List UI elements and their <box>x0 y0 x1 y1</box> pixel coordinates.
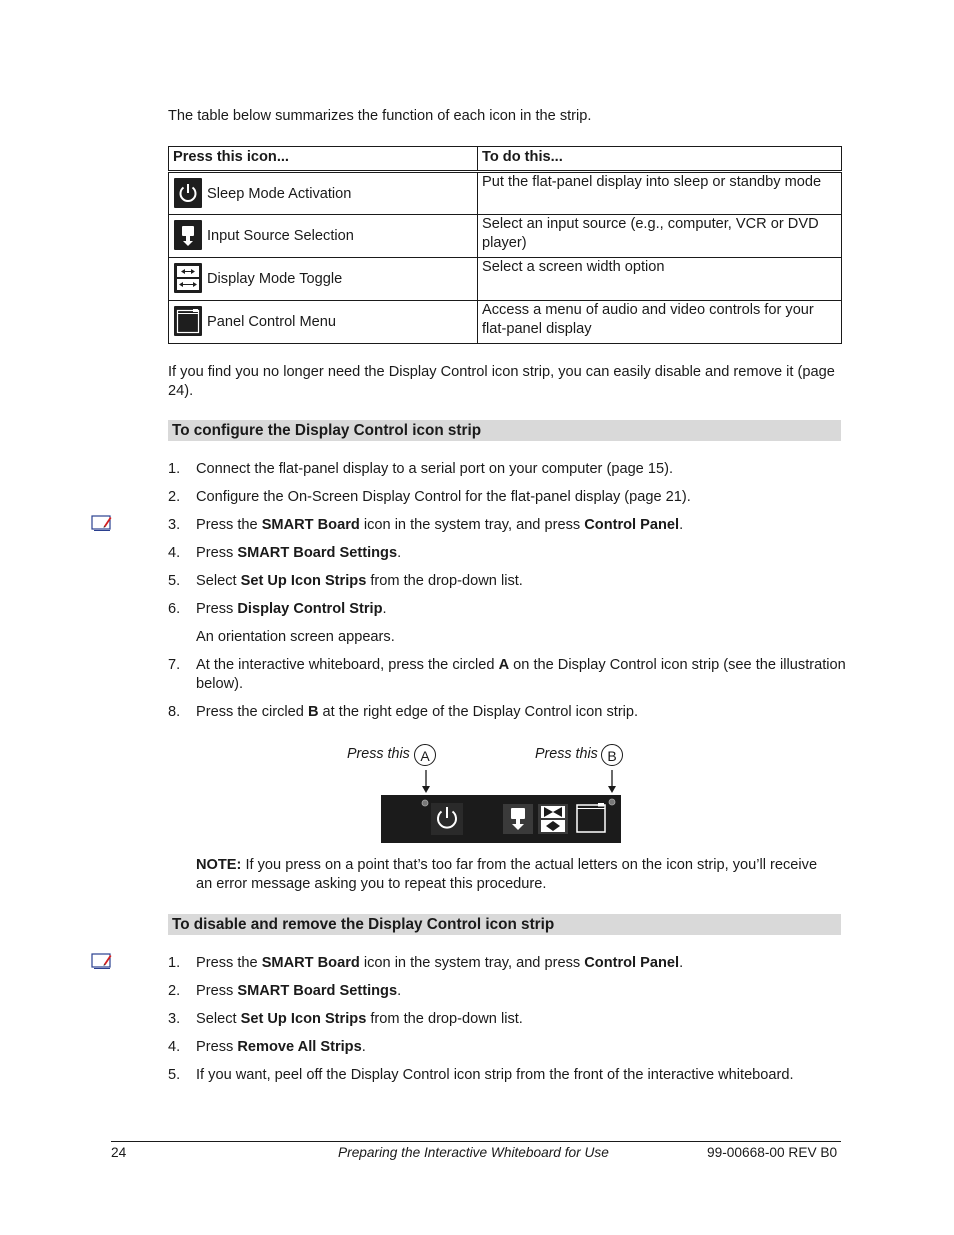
step-text-bold: SMART Board Settings <box>237 983 398 999</box>
step-text-bold: SMART Board Settings <box>237 545 398 561</box>
table-row-desc: Access a menu of audio and video controls for your flat-panel display <box>478 301 842 344</box>
step-number: 4. <box>168 545 181 561</box>
step-text-part: Press <box>196 545 238 561</box>
table-row-label: Input Source Selection <box>207 227 354 244</box>
step-number: 2. <box>168 489 181 505</box>
step-text-part: . <box>397 545 402 561</box>
step-text-part: Select <box>196 1011 241 1027</box>
disable-info-text: If you find you no longer need the Display Control icon strip, you can easily disable and remove it (page 24). <box>168 364 835 399</box>
press-this-label-a: Press this <box>347 746 410 762</box>
step-text-part: Press <box>196 1039 238 1055</box>
step-number: 5. <box>168 573 181 589</box>
step-text-part: . <box>679 517 684 533</box>
step-text <box>196 572 846 591</box>
step-text-bold: SMART Board <box>261 517 360 533</box>
step-text-bold: Set Up Icon Strips <box>240 573 367 589</box>
note-text: If you press on a point that’s too far from the actual letters on the icon strip, you’ll receive an error message asking you to repeat this procedure. <box>196 857 818 892</box>
step-text-part: . <box>679 955 684 971</box>
table-row-desc: Select a screen width option <box>478 258 842 301</box>
step-text <box>196 516 846 535</box>
table-row-desc: Select an input source (e.g., computer, VCR or DVD player) <box>478 215 842 258</box>
step-text-part: Press the <box>196 955 262 971</box>
step-text-bold: A <box>498 657 510 673</box>
table-row <box>169 172 842 215</box>
circled-letter-b: B <box>601 744 623 766</box>
table-row-label: Panel Control Menu <box>207 313 336 330</box>
page-number: 24 <box>111 1145 127 1160</box>
step-text <box>196 1038 846 1057</box>
display-mode-icon <box>174 263 202 293</box>
step-text-bold: Control Panel <box>584 955 680 971</box>
circled-letter-a: A <box>414 744 436 766</box>
footer-rule <box>111 1141 841 1142</box>
display-control-icon-strip <box>381 795 621 843</box>
icon-function-table <box>168 146 842 344</box>
table-header-action: To do this... <box>478 147 842 172</box>
step-text-bold: Set Up Icon Strips <box>240 1011 367 1027</box>
step-text <box>196 460 846 479</box>
step-text <box>196 954 846 973</box>
step-text-part: Configure the On-Screen Display Control for the flat-panel display (page 21). <box>196 489 691 505</box>
note-pen-icon <box>91 514 113 532</box>
document-id: 99-00668-00 REV B0 <box>707 1145 838 1160</box>
step-text <box>196 488 846 507</box>
step-text-part: Select <box>196 573 241 589</box>
step-number: 5. <box>168 1067 181 1083</box>
table-row-label: Sleep Mode Activation <box>207 185 352 202</box>
section-heading-configure: To configure the Display Control icon strip <box>168 420 841 441</box>
step-text-bold: Control Panel <box>584 517 680 533</box>
step-number: 1. <box>168 955 181 971</box>
table-row <box>169 301 842 344</box>
step-text <box>196 1010 846 1029</box>
step-text-part: An orientation screen appears. <box>196 629 395 645</box>
intro-text: The table below summarizes the function of each icon in the strip. <box>168 108 592 124</box>
step-text <box>196 628 846 647</box>
note-pen-icon <box>91 952 113 970</box>
step-text-part: If you want, peel off the Display Control icon strip from the front of the interactive whiteboard. <box>196 1067 794 1083</box>
step-text-part: . <box>361 1039 366 1055</box>
step-text <box>196 656 846 694</box>
step-text-part: from the drop-down list. <box>366 1011 523 1027</box>
table-header-row <box>169 147 842 172</box>
step-text-part: icon in the system tray, and press <box>359 955 585 971</box>
step-text-part: Press the circled <box>196 704 308 720</box>
table-header-icon: Press this icon... <box>169 147 478 172</box>
panel-menu-icon <box>174 306 202 336</box>
step-text-part: Press the <box>196 517 262 533</box>
step-text-part: on the Display Control icon strip (see the illustration below). <box>196 657 846 692</box>
table-row <box>169 258 842 301</box>
step-text-part: from the drop-down list. <box>366 573 523 589</box>
step-text-part: Press <box>196 983 238 999</box>
step-text-part: At the interactive whiteboard, press the circled <box>196 657 499 673</box>
power-icon <box>174 178 202 208</box>
arrow-down-icon <box>601 768 623 796</box>
footer-title: Preparing the Interactive Whiteboard for Use <box>338 1145 609 1160</box>
step-text-part: . <box>382 601 387 617</box>
step-text-part: at the right edge of the Display Control icon strip. <box>318 704 639 720</box>
table-row <box>169 215 842 258</box>
step-number: 7. <box>168 657 181 673</box>
step-number: 8. <box>168 704 181 720</box>
note-label: NOTE: <box>196 857 242 873</box>
step-number: 6. <box>168 601 181 617</box>
step-number: 1. <box>168 461 181 477</box>
step-text-part: Connect the flat-panel display to a serial port on your computer (page 15). <box>196 461 673 477</box>
step-number: 3. <box>168 517 181 533</box>
input-source-icon <box>174 220 202 250</box>
step-number: 2. <box>168 983 181 999</box>
step-text <box>196 544 846 563</box>
press-this-label-b: Press this <box>535 746 598 762</box>
step-text-part: . <box>397 983 402 999</box>
step-text-part: Press <box>196 601 238 617</box>
step-number: 4. <box>168 1039 181 1055</box>
step-text <box>196 982 846 1001</box>
step-text-bold: Display Control Strip <box>237 601 383 617</box>
table-row-desc: Put the flat-panel display into sleep or standby mode <box>478 172 842 215</box>
step-text-bold: Remove All Strips <box>237 1039 362 1055</box>
step-text-part: icon in the system tray, and press <box>359 517 585 533</box>
step-number: 3. <box>168 1011 181 1027</box>
step-text-bold: SMART Board <box>261 955 360 971</box>
step-text <box>196 703 846 722</box>
step-text <box>196 1066 846 1085</box>
arrow-down-icon <box>415 768 437 796</box>
note-paragraph <box>196 856 836 894</box>
step-text-bold: B <box>307 704 319 720</box>
step-text <box>196 600 846 619</box>
table-row-label: Display Mode Toggle <box>207 270 343 287</box>
section-heading-disable: To disable and remove the Display Control icon strip <box>168 914 841 935</box>
